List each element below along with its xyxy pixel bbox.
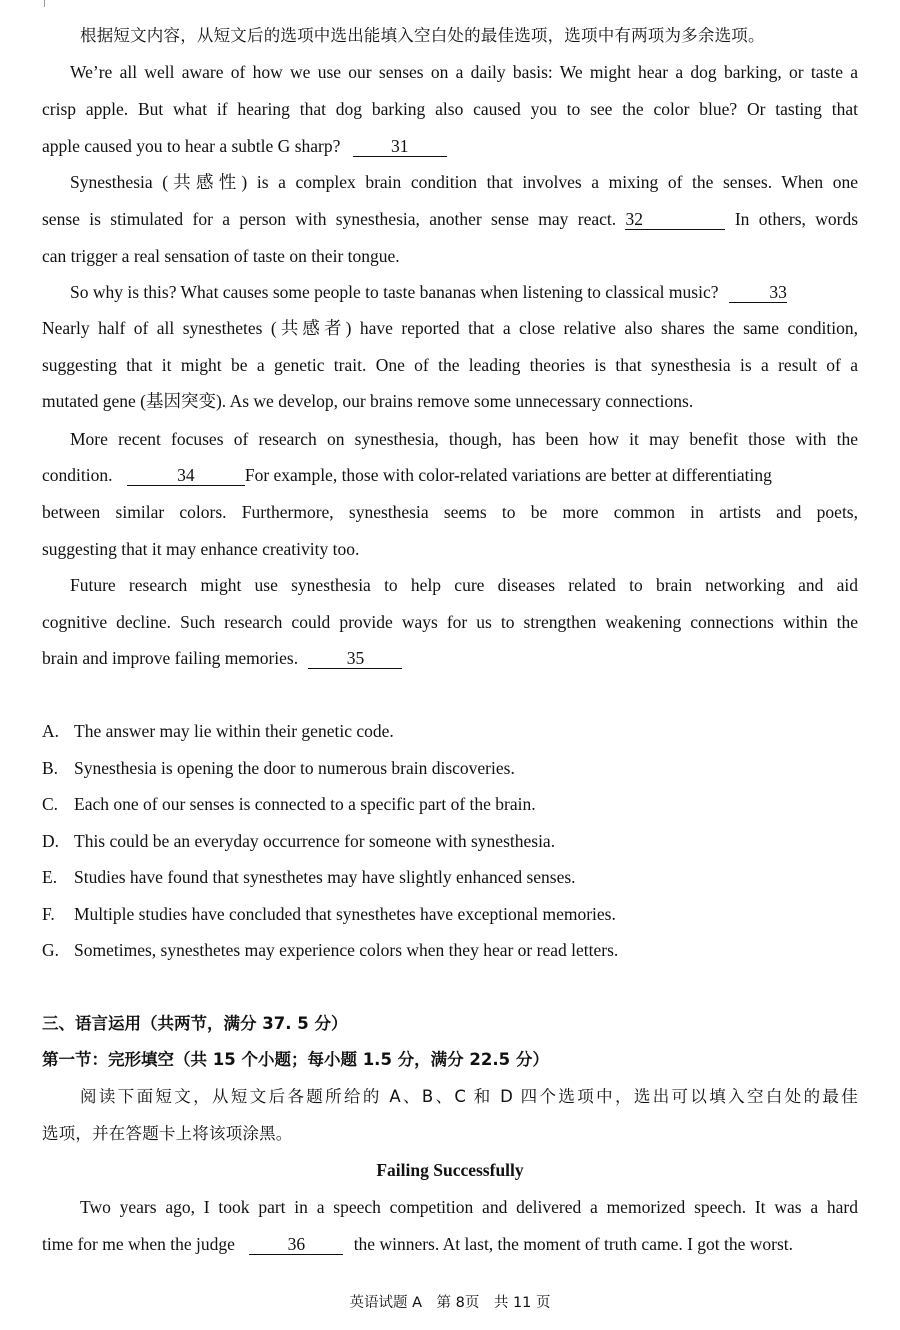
- option-text: The answer may lie within their genetic code.: [74, 721, 394, 741]
- option-letter: B.: [42, 758, 59, 778]
- passage-p4-line3: between similar colors. Furthermore, synesthesia seems to be more common in artists and poets,: [42, 502, 858, 522]
- blank-36[interactable]: 36: [249, 1234, 343, 1255]
- blank-32[interactable]: 32: [625, 209, 725, 230]
- passage-p2-line3: can trigger a real sensation of taste on their tongue.: [42, 246, 400, 266]
- section-instruction: 根据短文内容，从短文后的选项中选出能填入空白处的最佳选项，选项中有两项为多余选项。: [80, 26, 765, 45]
- option-text: Each one of our senses is connected to a specific part of the brain.: [74, 794, 536, 814]
- passage-p5-line2: cognitive decline. Such research could provide ways for us to strengthen weakening connections within the: [42, 612, 858, 632]
- passage-p5-line3-text: brain and improve failing memories.: [42, 648, 299, 668]
- option-letter: E.: [42, 867, 58, 887]
- passage-p1-line3-text: apple caused you to hear a subtle G sharp?: [42, 136, 341, 156]
- section3-heading: 三、语言运用（共两节，满分 37. 5 分）: [42, 1014, 348, 1033]
- page-corner-mark: [44, 0, 45, 7]
- section3-subheading: 第一节：完形填空（共 15 个小题；每小题 1.5 分，满分 22.5 分）: [42, 1050, 549, 1069]
- passage-p4-line1: More recent focuses of research on synesthesia, though, has been how it may benefit those with the: [70, 429, 858, 449]
- passage-p2-line2: [42, 207, 858, 231]
- passage-p4-line2-text-a: condition.: [42, 465, 113, 485]
- blank-34[interactable]: 34: [127, 465, 245, 486]
- passage-p3-line1: [42, 280, 858, 304]
- blank-35[interactable]: 35: [308, 648, 402, 669]
- passage-p3-line2: Nearly half of all synesthetes (共感者) have reported that a close relative also shares the same condition,: [42, 318, 858, 338]
- option-a[interactable]: [42, 719, 858, 743]
- passage-p5-line3: [42, 646, 858, 670]
- option-c[interactable]: [42, 792, 858, 816]
- option-letter: G.: [42, 940, 60, 960]
- option-text: Multiple studies have concluded that synesthetes have exceptional memories.: [74, 904, 616, 924]
- passage-p4-line4: suggesting that it may enhance creativity too.: [42, 539, 360, 559]
- passage-p2-line1: Synesthesia (共感性) is a complex brain condition that involves a mixing of the senses. When one: [70, 172, 858, 192]
- section3-passage-line2: [42, 1232, 858, 1256]
- section3-instruction-line1: 阅读下面短文，从短文后各题所给的 A、B、C 和 D 四个选项中，选出可以填入空白处的最佳: [80, 1087, 858, 1106]
- passage-p2-line2-text-b: In others, words: [734, 209, 859, 229]
- option-text: Synesthesia is opening the door to numerous brain discoveries.: [74, 758, 515, 778]
- passage-p1-line3: [42, 134, 858, 158]
- blank-33[interactable]: 33: [729, 282, 787, 303]
- option-letter: F.: [42, 904, 55, 924]
- passage-p4-line2: [42, 463, 858, 487]
- option-text: Sometimes, synesthetes may experience colors when they hear or read letters.: [74, 940, 619, 960]
- option-g[interactable]: [42, 938, 858, 962]
- passage-p2-line2-text-a: sense is stimulated for a person with synesthesia, another sense may react.: [42, 209, 617, 229]
- passage-title: Failing Successfully: [376, 1160, 524, 1180]
- passage-p1-line2: crisp apple. But what if hearing that dog barking also caused you to see the color blue? Or tasting that: [42, 99, 858, 119]
- option-e[interactable]: [42, 865, 858, 889]
- section3-passage-line2-text-a: time for me when the judge: [42, 1234, 235, 1254]
- passage-p3-line3: suggesting that it might be a genetic trait. One of the leading theories is that synesthesia is a result of a: [42, 355, 858, 375]
- option-text: This could be an everyday occurrence for someone with synesthesia.: [74, 831, 556, 851]
- passage-p4-line2-text-b: For example, those with color-related variations are better at differentiating: [244, 465, 772, 485]
- blank-31[interactable]: 31: [353, 136, 447, 157]
- option-letter: C.: [42, 794, 59, 814]
- section3-passage-line1: Two years ago, I took part in a speech competition and delivered a memorized speech. It was a hard: [80, 1197, 858, 1217]
- section3-passage-line2-text-b: the winners. At last, the moment of truth came. I got the worst.: [353, 1234, 794, 1254]
- option-letter: A.: [42, 721, 60, 741]
- passage-p3-line1-text: So why is this? What causes some people to taste bananas when listening to classical music?: [70, 282, 719, 302]
- passage-p5-line1: Future research might use synesthesia to help cure diseases related to brain networking and aid: [70, 575, 858, 595]
- passage-p1-line1: We’re all well aware of how we use our senses on a daily basis: We might hear a dog barking, or taste a: [70, 62, 858, 82]
- option-b[interactable]: [42, 756, 858, 780]
- option-f[interactable]: [42, 902, 858, 926]
- passage-p3-line4: mutated gene (基因突变). As we develop, our brains remove some unnecessary connections.: [42, 391, 694, 411]
- option-text: Studies have found that synesthetes may have slightly enhanced senses.: [74, 867, 576, 887]
- page-footer: 英语试题 A 第 8页 共 11 页: [349, 1295, 551, 1311]
- section3-instruction-line2: 选项，并在答题卡上将该项涂黑。: [42, 1124, 293, 1143]
- option-letter: D.: [42, 831, 60, 851]
- option-d[interactable]: [42, 829, 858, 853]
